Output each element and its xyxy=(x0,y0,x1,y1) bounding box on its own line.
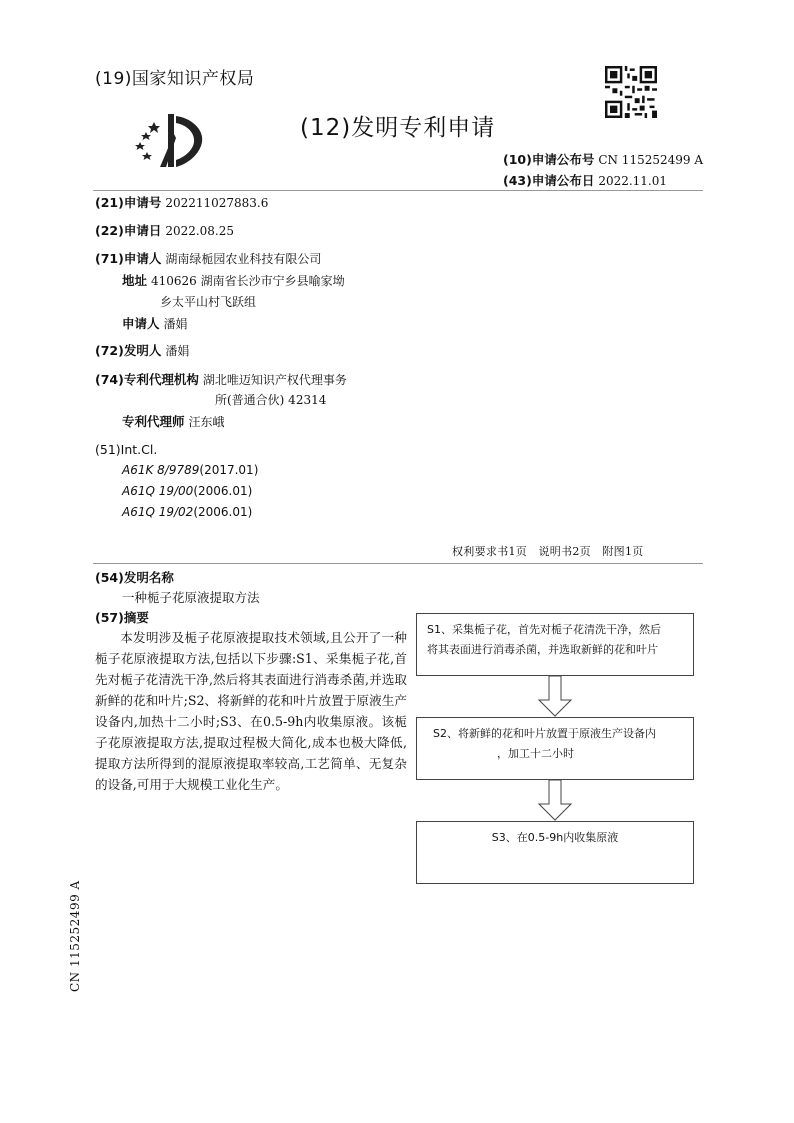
agency-line-2 xyxy=(215,391,326,409)
flow-step-1 xyxy=(416,613,694,676)
publication-date-label: (43)申请公布日 xyxy=(503,173,595,188)
abstract-label xyxy=(95,609,149,627)
publication-date: 2022.11.01 xyxy=(598,174,668,188)
application-number-row xyxy=(95,194,268,212)
ipc-version: (2017.01) xyxy=(199,463,259,477)
ipc-label: (51)Int.Cl. xyxy=(95,442,158,457)
applicant2-row xyxy=(122,315,188,333)
office-name: (19)国家知识产权局 xyxy=(95,69,255,89)
qr-code-icon xyxy=(605,66,657,118)
ipc-code: A61Q 19/00 xyxy=(122,484,194,498)
inventor-row xyxy=(95,342,189,360)
address-row xyxy=(122,272,345,290)
publication-number: CN 115252499 A xyxy=(598,153,704,167)
application-date-row xyxy=(95,222,234,240)
abstract-label-text: (57)摘要 xyxy=(95,610,149,625)
document-type-title: (12)发明专利申请 xyxy=(300,115,496,141)
ipc-code: A61K 8/9789 xyxy=(122,463,200,477)
ipc-code: A61Q 19/02 xyxy=(122,505,194,519)
applicant-label: (71)申请人 xyxy=(95,251,162,266)
flow-step-2-line-1: S2、将新鲜的花和叶片放置于原液生产设备内 xyxy=(433,727,656,740)
address-line-2-text: 乡太平山村飞跃组 xyxy=(160,295,257,309)
header-divider xyxy=(93,190,703,191)
agent-label: 专利代理师 xyxy=(122,414,185,429)
ipc-version: (2006.01) xyxy=(193,484,253,498)
flow-step-2-line-2: ，加工十二小时 xyxy=(497,747,574,760)
flow-step-3-text: S3、在0.5-9h内收集原液 xyxy=(491,831,619,844)
applicant2-label: 申请人 xyxy=(122,316,160,331)
agency-line-1: 湖北唯迈知识产权代理事务 xyxy=(202,373,347,387)
flow-step-2 xyxy=(416,717,694,780)
publication-number-label: (10)申请公布号 xyxy=(503,152,595,167)
applicant: 湖南绿栀园农业科技有限公司 xyxy=(165,252,322,266)
cnipa-logo-icon xyxy=(130,112,210,172)
flow-step-3 xyxy=(416,821,694,884)
invention-title-label xyxy=(95,569,174,587)
inventor-label: (72)发明人 xyxy=(95,343,162,358)
ipc-entry xyxy=(122,505,252,519)
applicant-row xyxy=(95,250,321,268)
flow-step-1-line-2: 将其表面进行消毒杀菌，并选取新鲜的花和叶片 xyxy=(427,643,658,656)
invention-title-label-text: (54)发明名称 xyxy=(95,570,174,585)
agent-row xyxy=(122,413,225,431)
page-count-info: 权利要求书1页 说明书2页 附图1页 xyxy=(452,545,644,558)
application-date: 2022.08.25 xyxy=(165,224,235,238)
address-line-2 xyxy=(160,293,256,311)
ipc-entry xyxy=(122,463,258,477)
application-date-label: (22)申请日 xyxy=(95,223,162,238)
application-number-label: (21)申请号 xyxy=(95,195,162,210)
address-line-1: 410626 湖南省长沙市宁乡县喻家坳 xyxy=(151,274,345,288)
ipc-version: (2006.01) xyxy=(193,505,253,519)
applicant2: 潘娟 xyxy=(163,317,188,331)
invention-title: 一种栀子花原液提取方法 xyxy=(122,590,260,605)
application-number: 202211027883.6 xyxy=(165,196,269,210)
inventor: 潘娟 xyxy=(165,344,190,358)
abstract-text: 本发明涉及栀子花原液提取技术领域,且公开了一种栀子花原液提取方法,包括以下步骤:S1、采集栀子花,首先对栀子花清洗干净,然后将其表面进行消毒杀菌,并选取新鲜的花和叶片;S2、将新鲜的花和叶片放置于原液生产设备内,加热十二小时;S3、在0.5-9h内收集原液。该栀子花原液提取方法,提取过程极大简化,成本也极大降低,提取方法所得到的混原液提取率较高,工艺简单、无复杂的设备,可用于大规模工业化生产。 xyxy=(95,630,407,792)
agent: 汪东峨 xyxy=(188,415,225,429)
publication-number-row xyxy=(503,150,703,168)
section-divider xyxy=(93,563,703,564)
ipc-label-row xyxy=(95,441,157,459)
flow-step-1-line-1: S1、采集栀子花，首先对栀子花清洗干净，然后 xyxy=(427,623,661,636)
side-publication-number: CN 115252499 A xyxy=(68,880,82,992)
agency-label: (74)专利代理机构 xyxy=(95,372,199,387)
publication-date-row xyxy=(503,171,667,189)
address-label: 地址 xyxy=(122,273,148,288)
down-arrow-icon xyxy=(538,780,572,821)
ipc-entry xyxy=(122,484,252,498)
agency-row xyxy=(95,371,347,389)
down-arrow-icon xyxy=(538,676,572,717)
agency-line-2-text: 所(普通合伙) 42314 xyxy=(215,393,327,407)
